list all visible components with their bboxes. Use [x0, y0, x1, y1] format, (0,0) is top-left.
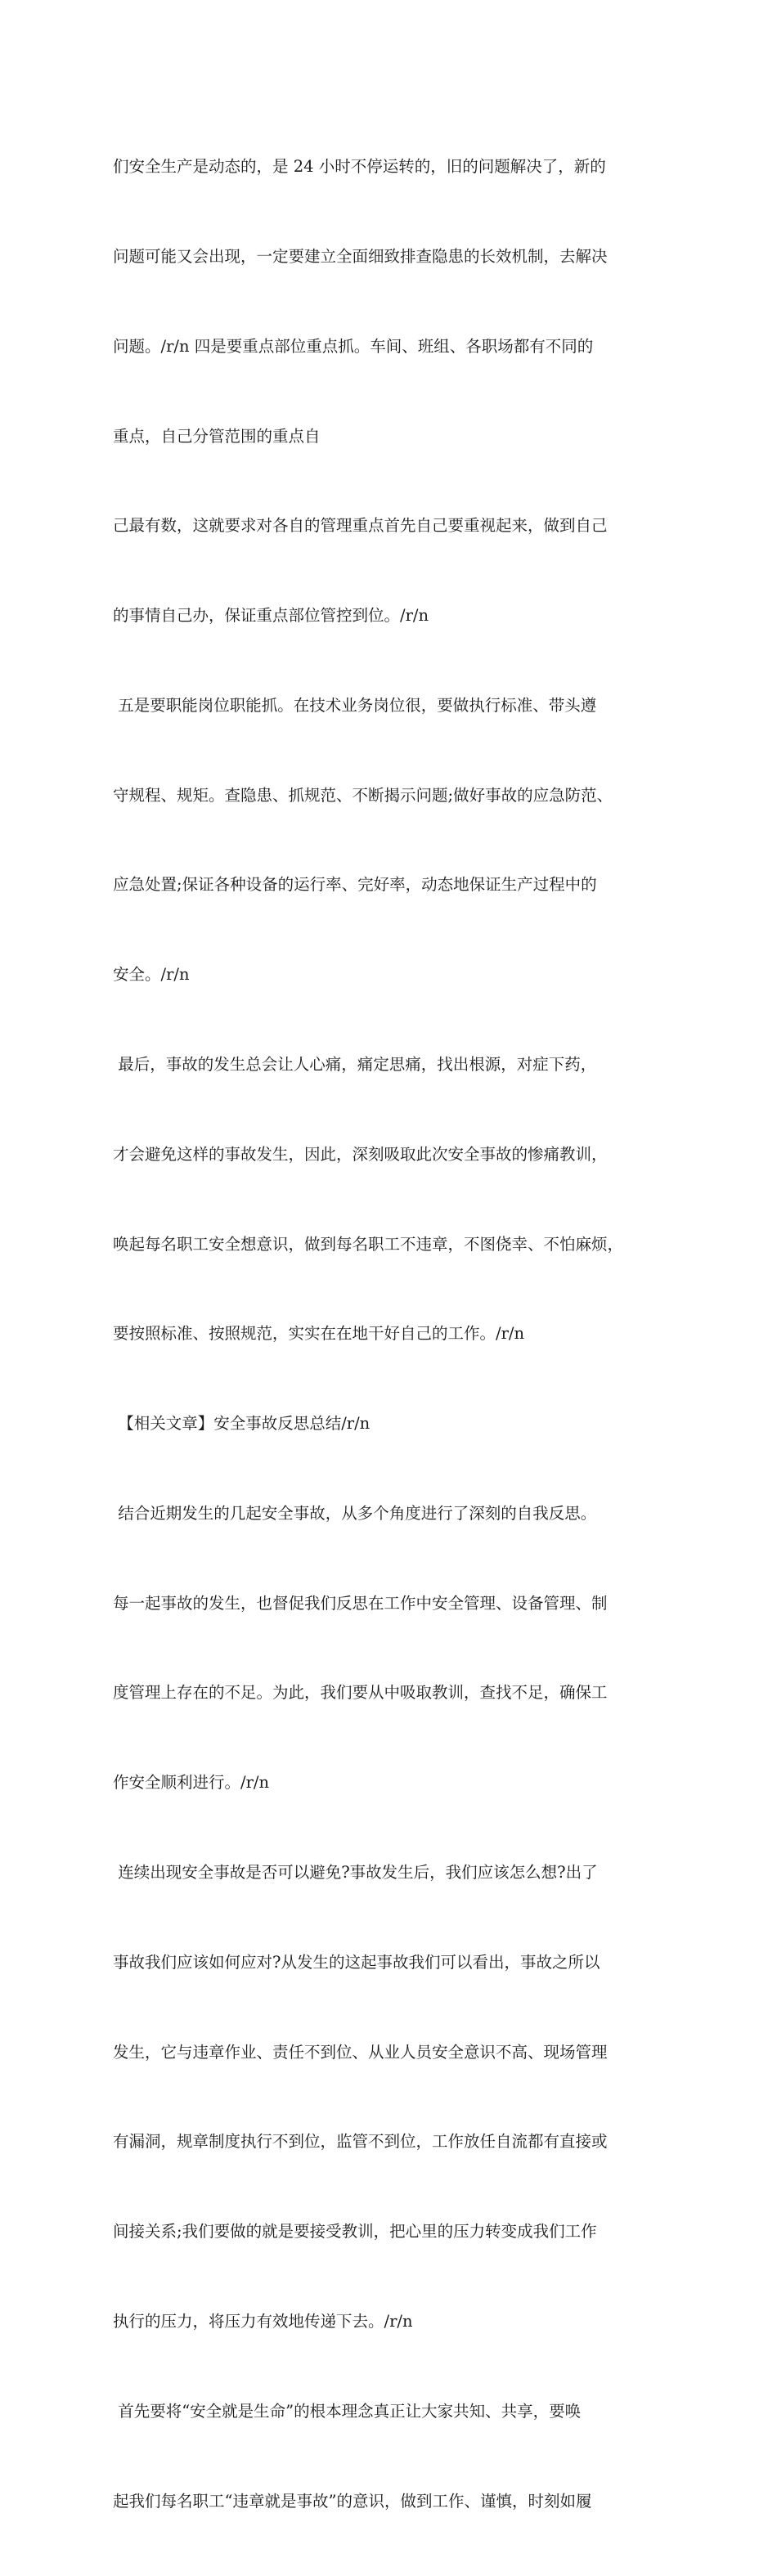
text-line: 应急处置;保证各种设备的运行率、完好率，动态地保证生产过程中的 — [113, 875, 597, 895]
text-line: 唤起每名职工安全想意识，做到每名职工不违章，不图侥幸、不怕麻烦， — [113, 1234, 624, 1254]
text-line: 首先要将“安全就是生命”的根本理念真正让大家共知、共享，要唤 — [113, 2401, 582, 2421]
text-line: 重点，自己分管范围的重点自 — [113, 426, 321, 446]
text-line: 度管理上存在的不足。为此，我们要从中吸取教训，查找不足，确保工 — [113, 1683, 608, 1703]
text-line: 起我们每名职工“违章就是事故”的意识，做到工作、谨慎，时刻如履 — [113, 2491, 592, 2511]
text-line: 安全。/r/n — [113, 965, 190, 985]
text-line: 事故我们应该如何应对?从发生的这起事故我们可以看出，事故之所以 — [113, 1952, 600, 1972]
text-line: 五是要职能岗位职能抓。在技术业务岗位很，要做执行标准、带头遵 — [113, 695, 597, 715]
text-line: 连续出现安全事故是否可以避免?事故发生后，我们应该怎么想?出了 — [113, 1863, 598, 1883]
text-line: 问题。/r/n 四是要重点部位重点抓。车间、班组、各职场都有不同的 — [113, 336, 594, 356]
text-line: 执行的压力，将压力有效地传递下去。/r/n — [113, 2311, 413, 2331]
text-line: 间接关系;我们要做的就是要接受教训，把心里的压力转变成我们工作 — [113, 2222, 597, 2242]
text-line: 们安全生产是动态的，是 24 小时不停运转的，旧的问题解决了，新的 — [113, 157, 606, 177]
text-line: 的事情自己办，保证重点部位管控到位。/r/n — [113, 606, 429, 626]
text-line: 结合近期发生的几起安全事故，从多个角度进行了深刻的自我反思。 — [113, 1503, 597, 1523]
text-line: 要按照标准、按照规范，实实在在地干好自己的工作。/r/n — [113, 1324, 525, 1344]
text-line: 发生，它与违章作业、责任不到位、从业人员安全意识不高、现场管理 — [113, 2042, 608, 2062]
text-line: 守规程、规矩。查隐患、抓规范、不断揭示问题;做好事故的应急防范、 — [113, 785, 613, 805]
document-body-text — [113, 92, 677, 2576]
text-line: 最后，事故的发生总会让人心痛，痛定思痛，找出根源，对症下药， — [113, 1055, 597, 1074]
text-line: 作安全顺利进行。/r/n — [113, 1773, 270, 1793]
text-line: 每一起事故的发生，也督促我们反思在工作中安全管理、设备管理、制 — [113, 1593, 608, 1613]
text-line: 问题可能又会出现，一定要建立全面细致排查隐患的长效机制，去解决 — [113, 246, 608, 266]
text-line: 己最有数，这就要求对各自的管理重点首先自己要重视起来，做到自己 — [113, 516, 608, 536]
related-article-heading: 【相关文章】安全事故反思总结/r/n — [113, 1414, 371, 1434]
text-line: 才会避免这样的事故发生，因此，深刻吸取此次安全事故的惨痛教训， — [113, 1144, 608, 1164]
text-line: 有漏洞，规章制度执行不到位，监管不到位，工作放任自流都有直接或 — [113, 2132, 608, 2152]
